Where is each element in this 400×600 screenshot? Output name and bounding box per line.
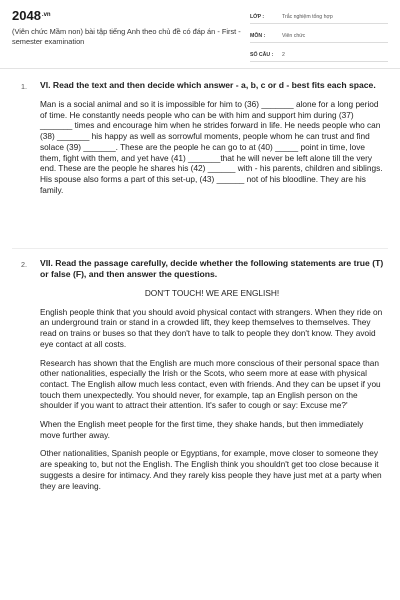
question-1 xyxy=(0,80,400,203)
passage-paragraph: Other nationalities, Spanish people or Egyptians, for example, move closer to someone they are speaking to, but not the English. The English think you shouldn't get too close because it suggests a desire for intimacy. And they rarely kiss people they have just met at a party when they are leaving. xyxy=(40,448,382,491)
header xyxy=(0,0,400,66)
passage-paragraph: Research has shown that the English are much more conscious of their personal space than other nationalities, especially the Irish or the Scots, who seem more at ease with physical contact. The English allow much less contact, even with friends. And they can be upset if you touch them unexpectedly. You should never, for example, tap an English person on the shoulder if you want to attract their attention. It's safer to cough or say: Excuse me?' xyxy=(40,357,381,411)
question-heading: VI. Read the text and then decide which answer - a, b, c or d - best fits each space. xyxy=(40,80,376,90)
question-body xyxy=(40,258,384,491)
question-separator xyxy=(12,248,388,249)
question-2 xyxy=(0,258,400,499)
meta-label: MÔN : xyxy=(250,33,266,39)
passage-paragraph: When the English meet people for the first time, they shake hands, but then immediately move further away. xyxy=(40,419,364,440)
header-divider xyxy=(0,68,400,69)
passage-paragraph: Man is a social animal and so it is impossible for him to (36) _______ alone for a long period of time. He constantly needs people who can be with him and support him during (37) _______ times and encourage him when he strides forward in life. He needs people who can (38) _______ his happy as well as sorrowful moments, people whom he can trust and find solace (39) _______. These are the people he can go to at (40) _____ point in time, love them, fight with them, and yet have (41) _______that he will never be left alone till the very end. These are the people he shares his (42) ______ with - his parents, children and siblings. His spouse also forms a part of this set-up, (43) ______ not of his bloodline. They are his family. xyxy=(40,99,383,195)
question-number: 2. xyxy=(21,260,27,269)
passage-paragraph: English people think that you should avoid physical contact with strangers. When they ride on an underground train or stand in a crowded lift, they keep themselves to themselves. They read on trains or buses so that they don't have to talk to people they don't know. They avoid eye contact at all costs. xyxy=(40,306,383,349)
meta-value: Trắc nghiệm tổng hợp xyxy=(282,14,333,20)
site-logo[interactable] xyxy=(12,8,51,23)
meta-row-class xyxy=(250,8,388,24)
meta-row-subject xyxy=(250,27,388,43)
logo-text: 2048 xyxy=(12,8,41,23)
document-title: (Viên chức Mầm non) bài tập tiếng Anh theo chủ đề có đáp án - First - semester examination xyxy=(12,27,241,46)
question-body xyxy=(40,80,384,195)
meta-value: 2 xyxy=(282,52,285,58)
meta-label: LỚP : xyxy=(250,14,265,20)
question-heading: VII. Read the passage carefully, decide whether the following statements are true (T) or false (F), and then answer the questions. xyxy=(40,258,384,279)
question-number: 1. xyxy=(21,82,27,91)
logo-suffix: .vn xyxy=(41,12,51,18)
meta-info xyxy=(250,8,388,65)
passage-title: DON'T TOUCH! WE ARE ENGLISH! xyxy=(144,288,280,298)
meta-value: Viên chức xyxy=(282,33,306,39)
meta-label: SỐ CÂU : xyxy=(250,52,274,58)
meta-row-count xyxy=(250,46,388,62)
